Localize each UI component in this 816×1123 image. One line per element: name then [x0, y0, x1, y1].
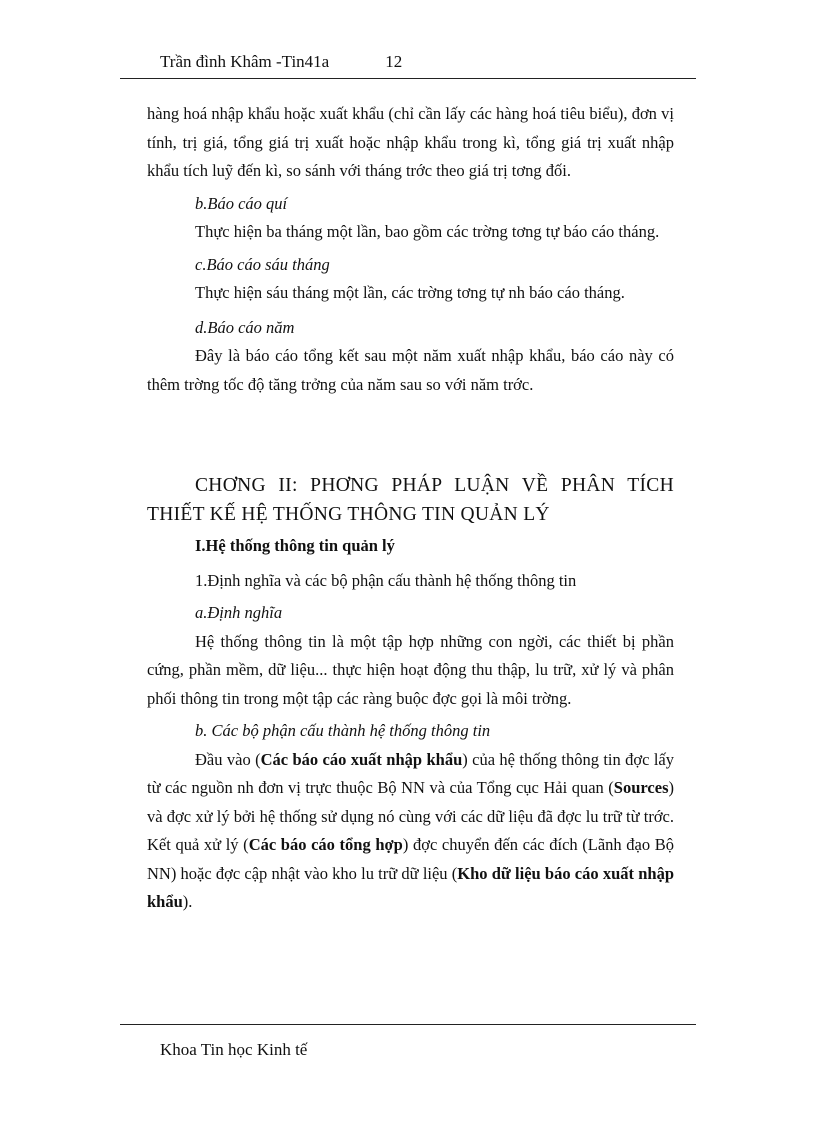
chapter-title: CHƠNG II: PHƠNG PHÁP LUẬN VỀ PHÂN TÍCH THIẾT KẾ HỆ THỐNG THÔNG TIN QUẢN LÝ [147, 475, 674, 525]
components-bold-sources: Sources [613, 778, 669, 797]
header-author: Trần đình Khâm -Tin41a [160, 52, 330, 71]
components-text-part: Đầu vào ( [195, 749, 261, 769]
page-header [160, 52, 402, 72]
footer-rule [120, 1024, 696, 1025]
quarterly-report-text: Thực hiện ba tháng một lần, bao gồm các trờng tơng tự báo cáo tháng. [195, 222, 660, 241]
components-text-part: ) và đợc xử lý bởi hệ thống sử dụng nó cùng với các dữ liệu đã đợc lu trữ từ trớc. Kết quả xử lý ( [147, 778, 674, 854]
page-content [147, 100, 674, 917]
annual-report-text: Đây là báo cáo tổng kết sau một năm xuất nhập khẩu, báo cáo này có thêm trờng tốc độ tăng trởng của năm sau so với năm trớc. [147, 346, 674, 394]
components-bold-warehouse: Kho dữ liệu báo cáo xuất nhập khẩu [147, 863, 674, 911]
definition-text: Hệ thống thông tin là một tập hợp những con ngời, các thiết bị phần cứng, phần mềm, dữ liệu... thực hiện hoạt động thu thập, lu trữ, xử lý và phân phối thông tin trong một tập các ràng buộc đợc gọi là môi trờng. [147, 631, 674, 708]
components-text-part: ). [182, 892, 193, 911]
section-title: I.Hệ thống thông tin quản lý [195, 536, 395, 555]
page-footer: Khoa Tin học Kinh tế [160, 1040, 308, 1059]
half-year-report-heading: c.Báo cáo sáu tháng [195, 254, 330, 274]
components-bold-reports: Các báo cáo xuất nhập khẩu [260, 749, 463, 769]
intro-paragraph: hàng hoá nhập khẩu hoặc xuất khẩu (chỉ cần lấy các hàng hoá tiêu biểu), đơn vị tính, trị giá, tổng giá trị xuất hoặc nhập khẩu trong kì, tổng giá trị xuất nhập khẩu tích luỹ đến kì, so sánh với tháng trớc theo giá trị tơng đối. [147, 104, 674, 180]
definition-heading: a.Định nghĩa [195, 603, 283, 622]
quarterly-report-heading: b.Báo cáo quí [195, 193, 288, 213]
components-heading: b. Các bộ phận cấu thành hệ thống thông tin [195, 721, 491, 740]
half-year-report-text: Thực hiện sáu tháng một lần, các trờng tơng tự nh báo cáo tháng. [195, 283, 625, 302]
annual-report-heading: d.Báo cáo năm [195, 317, 295, 337]
components-text-part: ) của hệ thống thông tin đợc lấy từ các nguồn nh đơn vị trực thuộc Bộ NN và của Tổng cục Hải quan ( [147, 749, 674, 797]
components-text [147, 746, 674, 917]
header-rule [120, 78, 696, 79]
components-bold-summary: Các báo cáo tổng hợp [248, 835, 403, 854]
page-number: 12 [385, 52, 403, 71]
subsection-title: 1.Định nghĩa và các bộ phận cấu thành hệ thống thông tin [195, 571, 577, 590]
components-text-part: ) đợc chuyển đến các đích (Lãnh đạo Bộ NN) hoặc đợc cập nhật vào kho lu trữ dữ liệu ( [147, 835, 675, 883]
